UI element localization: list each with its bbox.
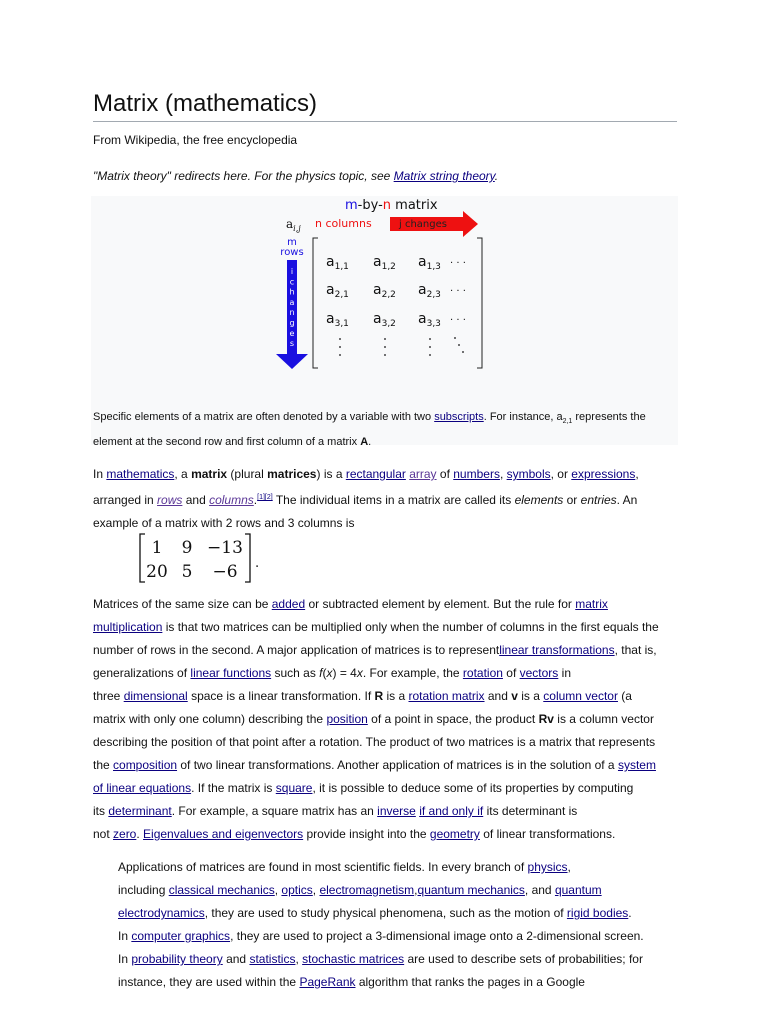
matrix-cell: $a_{1,2}$: [373, 254, 396, 272]
page-title: Matrix (mathematics): [93, 90, 318, 117]
square-link[interactable]: square: [275, 781, 313, 795]
vectors-link[interactable]: vectors: [519, 666, 559, 680]
aij-label: $a_{i,j}$: [286, 217, 301, 233]
matrix-cell: $a_{1,1}$: [326, 254, 349, 272]
linear-equations-link[interactable]: of linear equations: [93, 781, 192, 795]
diagonal-dot: [454, 337, 456, 339]
expressions-link[interactable]: expressions: [571, 467, 636, 481]
rows-label: rows: [280, 247, 304, 258]
i-changes-letter: g: [289, 318, 295, 328]
linear-transformations-link[interactable]: linear transformations: [499, 643, 615, 657]
physics-link[interactable]: physics: [527, 860, 568, 874]
i-changes-letter: c: [289, 277, 295, 287]
if-and-only-if-link[interactable]: if and only if: [419, 804, 484, 818]
example-period: .: [255, 556, 260, 571]
example-matrix-entry: 5: [181, 562, 193, 582]
hatnote: [93, 169, 498, 183]
matrix-link[interactable]: matrix: [575, 597, 608, 611]
vertical-dot: [429, 338, 431, 340]
matrix-cell: $a_{3,2}$: [373, 311, 396, 329]
matrix-cell: $a_{2,2}$: [373, 282, 396, 300]
added-link[interactable]: added: [271, 597, 306, 611]
system-link[interactable]: system: [617, 758, 656, 772]
multiplication-link[interactable]: multiplication: [93, 620, 163, 634]
row-dots: · · ·: [450, 258, 466, 269]
hatnote-end: .: [494, 169, 499, 183]
matrix-diagram: [270, 196, 490, 381]
n-columns-label: n columns: [315, 217, 372, 230]
matrix-cell: $a_{1,3}$: [418, 254, 441, 272]
j-changes-label: j changes: [399, 219, 447, 230]
probability-theory-link[interactable]: probability theory: [131, 952, 223, 966]
quantum-electrodynamics-link[interactable]: quantum: [554, 883, 602, 897]
diagonal-dot: [462, 351, 464, 353]
quantum-electrodynamics-link-cont[interactable]: electrodynamics: [118, 906, 205, 920]
rotation-matrix-link[interactable]: rotation matrix: [408, 689, 485, 703]
electromagnetism-link[interactable]: electromagnetism: [319, 883, 415, 897]
example-matrix-entry: 1: [151, 538, 163, 558]
zero-link[interactable]: zero: [113, 827, 137, 841]
example-left-bracket: [140, 534, 145, 582]
composition-link[interactable]: composition: [113, 758, 178, 772]
vertical-dot: [429, 346, 431, 348]
matrix-cell: $a_{3,3}$: [418, 311, 441, 329]
matrix-cells: [326, 254, 466, 356]
eigenvalues-link[interactable]: Eigenvalues and eigenvectors: [143, 827, 304, 841]
symbols-link[interactable]: symbols: [506, 467, 551, 481]
vertical-dot: [384, 346, 386, 348]
geometry-link[interactable]: geometry: [429, 827, 480, 841]
figure-caption: Specific elements of a matrix are often denoted by a variable with two subscripts. For instance, $a_{2,1}$ represents the element at the second row and first column of a matrix A.: [93, 411, 646, 449]
intro-paragraph: In mathematics, a matrix (plural matrices) is a rectangular array of numbers, symbols, or expressions, arranged in rows and columns.[1][2] The individual items in a matrix are called its elements or entries. An example of a matrix with 2 rows and 3 columns is: [93, 467, 639, 530]
right-bracket: [477, 238, 482, 368]
example-matrix-entry: −6: [212, 562, 238, 582]
example-matrix: [135, 531, 270, 586]
i-changes-letter: i: [290, 267, 294, 276]
vertical-dot: [384, 338, 386, 340]
column-vector-link[interactable]: column vector: [543, 689, 618, 703]
example-right-bracket: [245, 534, 250, 582]
vertical-dot: [339, 354, 341, 356]
i-changes-letter: n: [289, 308, 295, 318]
m-label: m: [287, 237, 297, 248]
subscripts-link[interactable]: subscripts: [434, 411, 484, 423]
vertical-dot: [384, 354, 386, 356]
paragraph-applications: Applications of matrices are found in most scientific fields. In every branch of physics, including classical mechanics, optics, electromagnetism,quantum mechanics, and quantum electrodynamics, they are used to study physical phenomena, such as the motion of rigid bodies. In computer graphics, they are used to project a 3-dimensional image onto a 2-dimensional screen. In probability theory and statistics, stochastic matrices are used to describe sets of probabilities; for instance, they are used within the PageRank algorithm that ranks the pages in a Google: [118, 860, 644, 989]
example-matrix-entry: −13: [207, 538, 243, 558]
hatnote-text: "Matrix theory" redirects here. For the physics topic, see: [93, 169, 394, 183]
i-changes-letter: h: [289, 287, 295, 297]
stochastic-matrices-link[interactable]: stochastic matrices: [302, 952, 405, 966]
example-matrix-values: [146, 538, 243, 582]
vertical-dot: [429, 354, 431, 356]
columns-link[interactable]: columns: [209, 493, 254, 507]
classical-mechanics-link[interactable]: classical mechanics: [168, 883, 275, 897]
reference-link[interactable]: [1][2]: [257, 494, 273, 501]
diagram-heading: m-by-n matrix: [345, 198, 438, 213]
computer-graphics-link[interactable]: computer graphics: [131, 929, 231, 943]
dimensional-link[interactable]: dimensional: [123, 689, 188, 703]
i-changes-letter: e: [289, 328, 295, 338]
tagline: From Wikipedia, the free encyclopedia: [93, 133, 298, 147]
matrix-cell: $a_{2,3}$: [418, 282, 441, 300]
vertical-dot: [339, 346, 341, 348]
determinant-link[interactable]: determinant: [108, 804, 172, 818]
array-link[interactable]: array: [409, 467, 437, 481]
diagonal-dot: [458, 344, 460, 346]
row-dots: · · ·: [450, 286, 466, 297]
matrix-string-theory-link[interactable]: Matrix string theory: [393, 169, 495, 183]
statistics-link[interactable]: statistics: [249, 952, 296, 966]
numbers-link[interactable]: numbers: [453, 467, 500, 481]
rigid-bodies-link[interactable]: rigid bodies: [566, 906, 629, 920]
left-bracket: [313, 238, 318, 368]
title-divider: [93, 121, 677, 122]
position-link[interactable]: position: [326, 712, 368, 726]
mathematics-link[interactable]: mathematics: [106, 467, 175, 481]
example-matrix-entry: 9: [181, 538, 193, 558]
matrix-cell: $a_{2,1}$: [326, 282, 349, 300]
paragraph-operations: Matrices of the same size can be added or subtracted element by element. But the rule for matrix multiplication is that two matrices can be multiplied only when the number of columns in the first equals the number of rows in the second. A major application of matrices is to representlinear transformations, that is, generalizations of linear functions such as f(x) = 4x. For example, the rotation of vectors in three dimensional space is a linear transformation. If R is a rotation matrix and v is a column vector (a matrix with only one column) describing the position of a point in space, the product Rv is a column vector describing the position of that point after a rotation. The product of two matrices is a matrix that represents the composition of two linear transformations. Another application of matrices is in the solution of a system of linear equations. If the matrix is square, it is possible to deduce some of its properties by computing its determinant. For example, a square matrix has an inverse if and only if its determinant is not zero. Eigenvalues and eigenvectors provide insight into the geometry of linear transformations.: [93, 597, 659, 841]
quantum-mechanics-link[interactable]: quantum mechanics: [417, 883, 525, 897]
example-matrix-entry: 20: [146, 562, 168, 582]
matrix-cell: $a_{3,1}$: [326, 311, 349, 329]
i-changes-label: [289, 267, 294, 348]
i-changes-letter: s: [289, 339, 295, 349]
rectangular-link[interactable]: rectangular: [345, 467, 406, 481]
pagerank-link[interactable]: PageRank: [299, 975, 356, 989]
optics-link[interactable]: optics: [281, 883, 313, 897]
row-dots: · · ·: [450, 315, 466, 326]
inverse-link[interactable]: inverse: [377, 804, 416, 818]
linear-functions-link[interactable]: linear functions: [190, 666, 272, 680]
vertical-dot: [339, 338, 341, 340]
rotation-link[interactable]: rotation: [462, 666, 503, 680]
rows-link[interactable]: rows: [157, 493, 183, 507]
i-changes-letter: a: [289, 297, 295, 307]
